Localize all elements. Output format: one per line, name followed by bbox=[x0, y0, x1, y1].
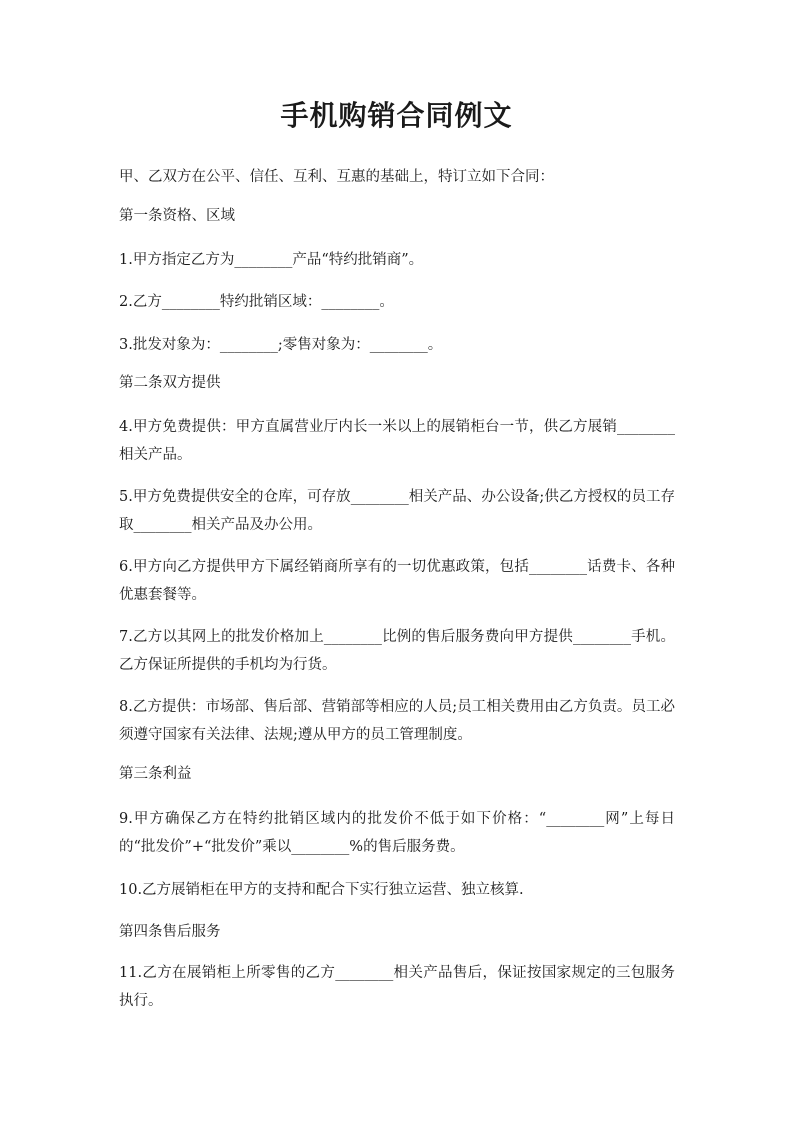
intro-paragraph: 甲、乙双方在公平、信任、互利、互惠的基础上，特订立如下合同： bbox=[119, 169, 554, 185]
section-heading-2: 第二条双方提供 bbox=[119, 375, 221, 391]
clause-10: 10.乙方展销柜在甲方的支持和配合下实行独立运营、独立核算. bbox=[119, 882, 524, 898]
clause-7: 7.乙方以其网上的批发价格加上________比例的售后服务费向甲方提供________手机。乙方保证所提供的手机均为行货。 bbox=[119, 629, 675, 673]
section-heading-3: 第三条利益 bbox=[119, 766, 192, 782]
clause-3: 3.批发对象为：________;零售对象为：________。 bbox=[119, 337, 443, 353]
clause-1: 1.甲方指定乙方为________产品“特约批销商”。 bbox=[119, 252, 424, 268]
clause-11: 11.乙方在展销柜上所零售的乙方________相关产品售后，保证按国家规定的三包服务执行。 bbox=[119, 965, 675, 1009]
clause-4: 4.甲方免费提供：甲方直属营业厅内长一米以上的展销柜台一节，供乙方展销________相关产品。 bbox=[119, 419, 675, 463]
document-title: 手机购销合同例文 bbox=[280, 99, 513, 132]
clause-9: 9.甲方确保乙方在特约批销区域内的批发价不低于如下价格：“________网”上每日的“批发价”+“批发价”乘以________%的售后服务费。 bbox=[119, 811, 675, 855]
clause-8: 8.乙方提供：市场部、售后部、营销部等相应的人员;员工相关费用由乙方负责。员工必须遵守国家有关法律、法规;遵从甲方的员工管理制度。 bbox=[119, 699, 675, 743]
clause-6: 6.甲方向乙方提供甲方下属经销商所享有的一切优惠政策，包括________话费卡、各种优惠套餐等。 bbox=[119, 559, 675, 603]
section-heading-4: 第四条售后服务 bbox=[119, 924, 221, 940]
section-heading-1: 第一条资格、区域 bbox=[119, 208, 235, 224]
clause-2: 2.乙方________特约批销区域：________。 bbox=[119, 294, 394, 310]
clause-5: 5.甲方免费提供安全的仓库，可存放________相关产品、办公设备;供乙方授权的员工存取________相关产品及办公用。 bbox=[119, 489, 675, 533]
